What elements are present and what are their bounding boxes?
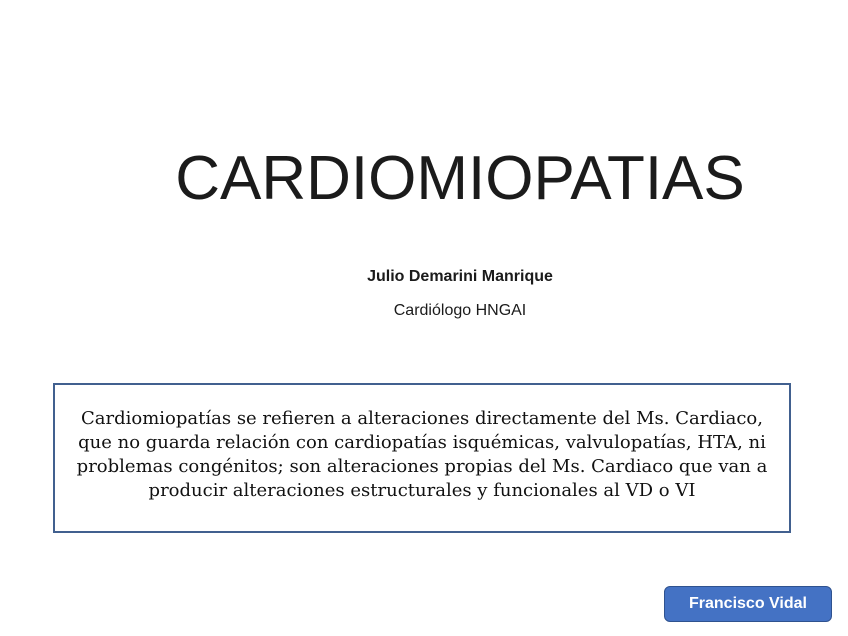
author-badge-button[interactable]: Francisco Vidal <box>664 586 832 622</box>
author-role: Cardiólogo HNGAI <box>393 302 527 319</box>
definition-text: Cardiomiopatías se refieren a alteraciones directamente del Ms. Cardiaco, que no guarda relación con cardiopatías isquémicas, valvulopatías, HTA, ni problemas congénitos; son alteraciones propias del Ms. Cardiaco que van a producir alteraciones estructurales y funcionales al VD o VI <box>76 408 768 501</box>
author-name: Julio Demarini Manrique <box>367 268 553 285</box>
slide-title: CARDIOMIOPATIAS <box>175 144 745 213</box>
definition-box <box>53 383 791 533</box>
